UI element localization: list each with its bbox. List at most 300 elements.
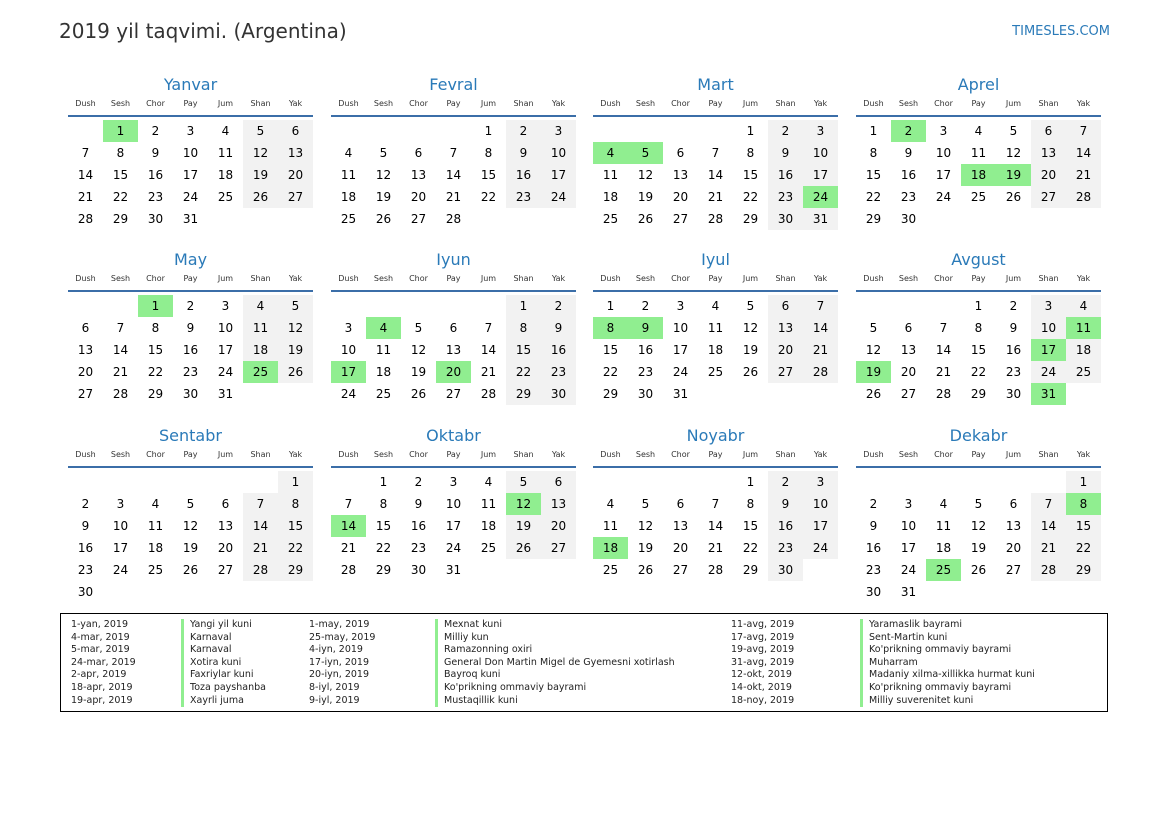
weekday-header: [331, 272, 576, 288]
day-cell: 8: [869, 146, 878, 160]
day-cell: 11: [375, 343, 392, 357]
month-divider: [593, 290, 838, 292]
day-cell: 30: [865, 585, 882, 599]
day-cell: 24: [445, 541, 462, 555]
weekday-label: Yak: [288, 450, 303, 459]
month-divider: [593, 466, 838, 468]
day-cell: 18: [243, 339, 278, 361]
day-cell: 13: [278, 142, 313, 164]
day-cell: 29: [742, 563, 759, 577]
day-cell: 16: [768, 515, 803, 537]
day-cell: 31: [445, 563, 462, 577]
day-cell: 11: [480, 497, 497, 511]
holiday-name: Bayroq kuni: [435, 669, 675, 682]
day-cell: 28: [1066, 186, 1101, 208]
day-cell: 26: [865, 387, 882, 401]
holiday-date: 4-iyn, 2019: [309, 644, 363, 656]
holiday-date: 1-may, 2019: [309, 619, 370, 630]
day-cell: 20: [541, 515, 576, 537]
day-cell: 9: [1009, 321, 1018, 335]
day-grid: [331, 471, 576, 583]
day-cell: 11: [602, 168, 619, 182]
day-grid: [593, 120, 838, 232]
day-cell: 3: [221, 299, 230, 313]
weekday-label: Chor: [409, 99, 428, 108]
weekday-label: Dush: [863, 450, 884, 459]
day-cell: 2: [641, 299, 650, 313]
day-cell: 28: [803, 361, 838, 383]
day-cell: 9: [414, 497, 423, 511]
day-cell: 24: [672, 365, 689, 379]
weekday-header: [593, 97, 838, 113]
day-cell: 12: [278, 317, 313, 339]
holiday-name: Karnaval: [181, 632, 266, 645]
month-title: Yanvar: [163, 75, 218, 94]
day-cell: 31: [672, 387, 689, 401]
day-cell: 18: [147, 541, 164, 555]
weekday-label: Chor: [671, 450, 690, 459]
weekday-label: Jum: [217, 450, 234, 459]
day-cell: 14: [1066, 142, 1101, 164]
day-cell: 1: [974, 299, 983, 313]
day-cell: 26: [375, 212, 392, 226]
day-cell: 22: [506, 361, 541, 383]
holiday-name: Xayrli juma: [181, 695, 266, 708]
day-cell: 1: [278, 471, 313, 493]
month-fevral: [331, 73, 576, 232]
weekday-header: [856, 97, 1101, 113]
day-cell: 3: [939, 124, 948, 138]
holiday-day-cell: 17: [1031, 339, 1066, 361]
day-cell: 28: [480, 387, 497, 401]
day-cell: 18: [340, 190, 357, 204]
holiday-date: 18-apr, 2019: [71, 681, 133, 693]
day-cell: 22: [742, 541, 759, 555]
day-cell: 12: [182, 519, 199, 533]
day-cell: 15: [865, 168, 882, 182]
day-cell: 2: [1009, 299, 1018, 313]
month-yanvar: [68, 73, 313, 232]
day-cell: 29: [865, 212, 882, 226]
day-cell: 7: [116, 321, 125, 335]
day-cell: 30: [900, 212, 917, 226]
weekday-header: [68, 272, 313, 288]
month-divider: [856, 466, 1101, 468]
day-cell: 13: [410, 168, 427, 182]
day-cell: 4: [344, 146, 353, 160]
day-cell: 27: [768, 361, 803, 383]
day-cell: 3: [344, 321, 353, 335]
day-cell: 23: [506, 186, 541, 208]
day-cell: 7: [484, 321, 493, 335]
weekday-label: Shan: [250, 274, 271, 283]
day-cell: 18: [707, 343, 724, 357]
day-cell: 25: [480, 541, 497, 555]
day-cell: 8: [116, 146, 125, 160]
weekday-header: [593, 272, 838, 288]
holiday-date: 5-mar, 2019: [71, 644, 130, 656]
month-divider: [68, 290, 313, 292]
holiday-names-column: [435, 619, 675, 707]
day-cell: 20: [410, 190, 427, 204]
day-cell: 19: [637, 190, 654, 204]
day-cell: 20: [672, 541, 689, 555]
weekday-label: Jum: [1005, 99, 1022, 108]
holiday-day-cell: 5: [628, 142, 663, 164]
day-cell: 11: [340, 168, 357, 182]
holiday-day-cell: 20: [436, 361, 471, 383]
day-cell: 10: [900, 519, 917, 533]
day-cell: 26: [1005, 190, 1022, 204]
day-cell: 23: [637, 365, 654, 379]
day-cell: 27: [445, 387, 462, 401]
day-cell: 5: [186, 497, 195, 511]
day-cell: 13: [672, 168, 689, 182]
day-cell: 7: [81, 146, 90, 160]
month-divider: [68, 466, 313, 468]
day-cell: 9: [151, 146, 160, 160]
weekday-label: Yak: [551, 274, 566, 283]
day-cell: 19: [410, 365, 427, 379]
holiday-name: Xotira kuni: [181, 657, 266, 670]
day-cell: 1: [1066, 471, 1101, 493]
holiday-name: Ko'prikning ommaviy bayrami: [860, 682, 1035, 695]
day-cell: 10: [672, 321, 689, 335]
day-cell: 16: [541, 339, 576, 361]
weekday-label: Yak: [288, 274, 303, 283]
day-cell: 24: [541, 186, 576, 208]
day-cell: 9: [768, 142, 803, 164]
holiday-name: Mustaqillik kuni: [435, 695, 675, 708]
weekday-label: Pay: [708, 274, 723, 283]
day-cell: 23: [768, 537, 803, 559]
day-cell: 10: [935, 146, 952, 160]
day-cell: 21: [445, 190, 462, 204]
day-cell: 2: [768, 471, 803, 493]
day-grid: [856, 295, 1101, 407]
day-cell: 18: [217, 168, 234, 182]
holiday-day-cell: 1: [138, 295, 173, 317]
weekday-label: Yak: [813, 99, 828, 108]
weekday-label: Chor: [671, 274, 690, 283]
holiday-dates-column: [309, 619, 375, 707]
day-cell: 28: [243, 559, 278, 581]
day-cell: 26: [742, 365, 759, 379]
day-cell: 1: [506, 295, 541, 317]
day-cell: 8: [484, 146, 493, 160]
day-cell: 30: [768, 559, 803, 581]
weekday-label: Sesh: [898, 99, 919, 108]
day-cell: 9: [506, 142, 541, 164]
holiday-name: Madaniy xilma-xillikka hurmat kuni: [860, 669, 1035, 682]
weekday-label: Yak: [288, 99, 303, 108]
day-cell: 24: [112, 563, 129, 577]
day-cell: 16: [768, 164, 803, 186]
weekday-label: Chor: [409, 450, 428, 459]
day-cell: 24: [900, 563, 917, 577]
holiday-date: 19-apr, 2019: [71, 694, 133, 706]
day-cell: 29: [506, 383, 541, 405]
day-cell: 23: [1005, 365, 1022, 379]
day-cell: 17: [445, 519, 462, 533]
weekday-label: Shan: [775, 274, 796, 283]
day-cell: 6: [278, 120, 313, 142]
day-cell: 21: [935, 365, 952, 379]
holiday-date: 1-yan, 2019: [71, 619, 128, 630]
day-cell: 24: [217, 365, 234, 379]
day-cell: 14: [707, 519, 724, 533]
month-divider: [856, 290, 1101, 292]
weekday-label: Dush: [600, 274, 621, 283]
day-cell: 14: [112, 343, 129, 357]
day-cell: 30: [147, 212, 164, 226]
day-cell: 17: [217, 343, 234, 357]
month-divider: [68, 115, 313, 117]
day-cell: 27: [77, 387, 94, 401]
day-cell: 2: [541, 295, 576, 317]
day-cell: 8: [746, 146, 755, 160]
holiday-dates-column: [731, 619, 794, 707]
day-cell: 15: [112, 168, 129, 182]
day-cell: 22: [112, 190, 129, 204]
day-cell: 2: [506, 120, 541, 142]
day-cell: 12: [865, 343, 882, 357]
holiday-date: 18-noy, 2019: [731, 694, 795, 706]
day-cell: 23: [147, 190, 164, 204]
month-iyun: [331, 248, 576, 407]
day-grid: [593, 295, 838, 407]
day-cell: 25: [217, 190, 234, 204]
weekday-label: Chor: [671, 99, 690, 108]
day-cell: 22: [278, 537, 313, 559]
holiday-date: 4-mar, 2019: [71, 631, 130, 643]
day-cell: 7: [939, 321, 948, 335]
day-cell: 4: [1066, 295, 1101, 317]
day-cell: 5: [641, 497, 650, 511]
weekday-header: [331, 97, 576, 113]
day-cell: 27: [1005, 563, 1022, 577]
day-cell: 19: [278, 339, 313, 361]
day-cell: 26: [182, 563, 199, 577]
weekday-label: Sesh: [110, 274, 131, 283]
holiday-list: [60, 613, 1108, 712]
holiday-day-cell: 4: [366, 317, 401, 339]
day-cell: 20: [672, 190, 689, 204]
holiday-day-cell: 18: [593, 537, 628, 559]
weekday-label: Dush: [863, 99, 884, 108]
day-cell: 10: [340, 343, 357, 357]
month-divider: [593, 115, 838, 117]
day-cell: 19: [375, 190, 392, 204]
day-cell: 31: [182, 212, 199, 226]
day-cell: 21: [1031, 537, 1066, 559]
day-cell: 28: [340, 563, 357, 577]
month-noyabr: [593, 424, 838, 583]
month-dekabr: [856, 424, 1101, 599]
day-cell: 11: [217, 146, 234, 160]
day-cell: 2: [414, 475, 423, 489]
weekday-label: Jum: [480, 99, 497, 108]
day-cell: 7: [344, 497, 353, 511]
day-cell: 19: [506, 515, 541, 537]
day-cell: 1: [746, 475, 755, 489]
day-cell: 3: [116, 497, 125, 511]
day-cell: 9: [904, 146, 913, 160]
day-cell: 20: [768, 339, 803, 361]
day-cell: 4: [243, 295, 278, 317]
weekday-label: Yak: [813, 450, 828, 459]
day-cell: 15: [1066, 515, 1101, 537]
month-title: Oktabr: [426, 426, 481, 445]
day-cell: 15: [602, 343, 619, 357]
holiday-day-cell: 1: [103, 120, 138, 142]
site-link[interactable]: TIMESLES.COM: [1012, 24, 1110, 39]
day-cell: 21: [480, 365, 497, 379]
day-cell: 20: [900, 365, 917, 379]
day-grid: [856, 120, 1101, 232]
day-cell: 3: [541, 120, 576, 142]
weekday-label: Sesh: [635, 274, 656, 283]
holiday-day-cell: 4: [593, 142, 628, 164]
day-cell: 18: [935, 541, 952, 555]
day-cell: 30: [182, 387, 199, 401]
weekday-label: Pay: [971, 274, 986, 283]
day-cell: 6: [449, 321, 458, 335]
day-cell: 29: [970, 387, 987, 401]
day-cell: 22: [1066, 537, 1101, 559]
day-cell: 15: [970, 343, 987, 357]
weekday-label: Pay: [971, 99, 986, 108]
day-cell: 26: [410, 387, 427, 401]
weekday-label: Pay: [446, 274, 461, 283]
day-cell: 25: [147, 563, 164, 577]
weekday-label: Pay: [708, 450, 723, 459]
day-cell: 27: [541, 537, 576, 559]
weekday-label: Dush: [863, 274, 884, 283]
weekday-label: Dush: [600, 99, 621, 108]
weekday-label: Chor: [934, 450, 953, 459]
weekday-label: Shan: [250, 450, 271, 459]
day-cell: 6: [541, 471, 576, 493]
day-cell: 8: [379, 497, 388, 511]
day-cell: 7: [1031, 493, 1066, 515]
month-title: Aprel: [957, 75, 1000, 94]
day-cell: 24: [1031, 361, 1066, 383]
weekday-label: Pay: [183, 99, 198, 108]
day-cell: 25: [375, 387, 392, 401]
day-cell: 4: [606, 497, 615, 511]
weekday-label: Chor: [146, 274, 165, 283]
holiday-date: 12-okt, 2019: [731, 669, 792, 681]
day-cell: 30: [77, 585, 94, 599]
day-cell: 4: [221, 124, 230, 138]
day-cell: 1: [606, 299, 615, 313]
day-cell: 26: [506, 537, 541, 559]
weekday-label: Sesh: [110, 99, 131, 108]
holiday-name: Milliy kun: [435, 632, 675, 645]
day-cell: 11: [147, 519, 164, 533]
day-cell: 24: [935, 190, 952, 204]
holiday-day-cell: 25: [243, 361, 278, 383]
day-cell: 22: [480, 190, 497, 204]
day-cell: 18: [375, 365, 392, 379]
day-cell: 29: [1066, 559, 1101, 581]
day-cell: 25: [602, 563, 619, 577]
day-cell: 1: [379, 475, 388, 489]
day-cell: 7: [711, 146, 720, 160]
day-cell: 9: [541, 317, 576, 339]
holiday-date: 2-apr, 2019: [71, 669, 127, 681]
weekday-label: Pay: [971, 450, 986, 459]
day-cell: 21: [77, 190, 94, 204]
day-cell: 17: [182, 168, 199, 182]
weekday-label: Chor: [934, 274, 953, 283]
day-cell: 24: [340, 387, 357, 401]
day-cell: 13: [768, 317, 803, 339]
day-cell: 12: [1005, 146, 1022, 160]
holiday-day-cell: 8: [1066, 493, 1101, 515]
day-cell: 25: [970, 190, 987, 204]
day-cell: 7: [449, 146, 458, 160]
holiday-name: General Don Martin Migel de Gyemesni xotirlash: [435, 657, 675, 670]
day-cell: 4: [939, 497, 948, 511]
day-cell: 28: [707, 212, 724, 226]
holiday-date: 19-avg, 2019: [731, 644, 795, 656]
holiday-day-cell: 19: [856, 361, 891, 383]
day-cell: 28: [112, 387, 129, 401]
weekday-header: [856, 448, 1101, 464]
day-cell: 5: [746, 299, 755, 313]
holiday-date: 9-iyl, 2019: [309, 694, 360, 706]
weekday-header: [68, 448, 313, 464]
month-title: Iyul: [701, 250, 730, 269]
day-cell: 5: [278, 295, 313, 317]
day-cell: 6: [81, 321, 90, 335]
day-cell: 28: [445, 212, 462, 226]
day-cell: 6: [904, 321, 913, 335]
page-title: 2019 yil taqvimi. (Argentina): [59, 19, 347, 43]
weekday-label: Dush: [75, 99, 96, 108]
holiday-name: Yangi yil kuni: [181, 619, 266, 632]
weekday-label: Dush: [75, 450, 96, 459]
day-cell: 22: [602, 365, 619, 379]
day-cell: 1: [869, 124, 878, 138]
weekday-label: Sesh: [635, 450, 656, 459]
weekday-label: Dush: [338, 274, 359, 283]
holiday-day-cell: 17: [331, 361, 366, 383]
day-cell: 2: [768, 120, 803, 142]
holiday-name: Toza payshanba: [181, 682, 266, 695]
day-cell: 10: [217, 321, 234, 335]
holiday-date: 17-iyn, 2019: [309, 656, 370, 668]
month-iyul: [593, 248, 838, 407]
weekday-label: Pay: [446, 450, 461, 459]
day-cell: 12: [375, 168, 392, 182]
day-cell: 15: [480, 168, 497, 182]
day-cell: 4: [974, 124, 983, 138]
day-cell: 28: [707, 563, 724, 577]
weekday-label: Chor: [409, 274, 428, 283]
day-cell: 5: [1009, 124, 1018, 138]
weekday-label: Shan: [513, 99, 534, 108]
month-title: May: [173, 250, 208, 269]
day-cell: 29: [147, 387, 164, 401]
day-cell: 6: [676, 497, 685, 511]
day-cell: 30: [1005, 387, 1022, 401]
month-title: Fevral: [429, 75, 478, 94]
holiday-name: Muharram: [860, 657, 1035, 670]
weekday-label: Yak: [813, 274, 828, 283]
